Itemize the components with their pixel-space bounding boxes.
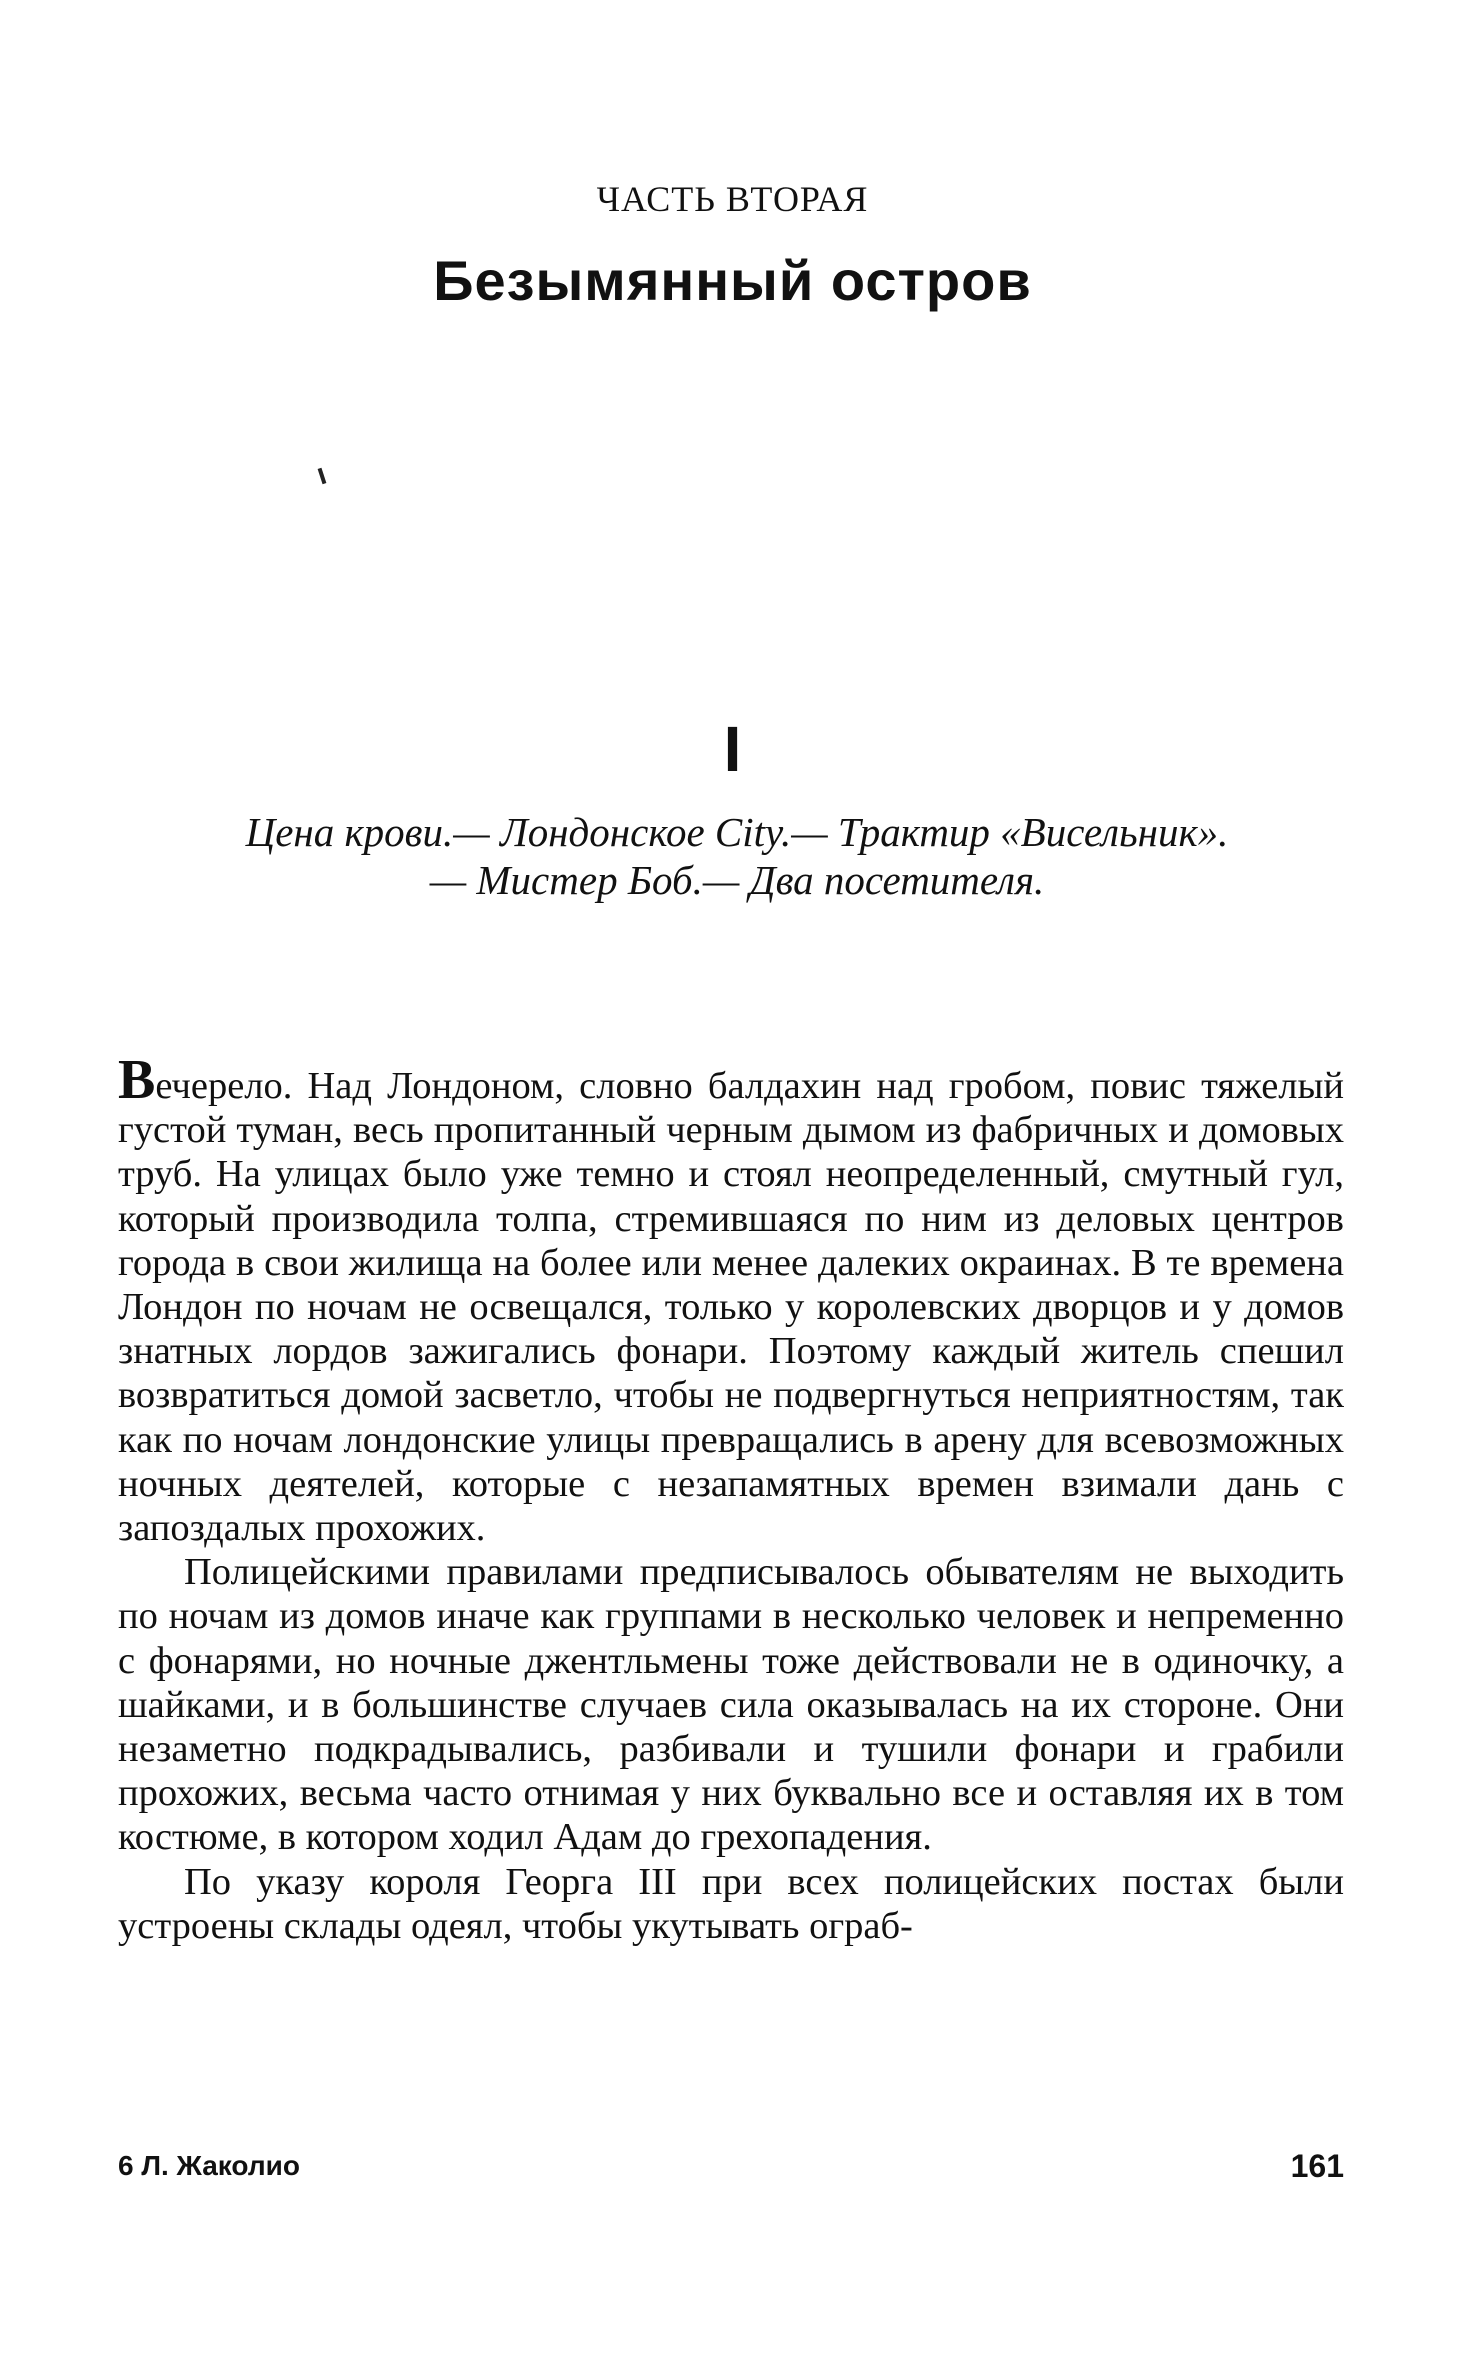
chapter-summary: Цена крови.— Лондонское City.— Трактир «Висельник».— Мистер Боб.— Два посетителя. bbox=[245, 809, 1229, 903]
stray-ink-mark bbox=[318, 468, 327, 484]
paragraph-2: Полицейскими правилами предписывалось обывателям не выходить по ночам из домов иначе как группами в несколько человек и непременно с фонарями, но ночные джентльмены тоже действовали не в одиночку, а шайками, и в большинстве случаев сила оказывалась на их стороне. Они незаметно подкрадывались, разбивали и тушили фонари и грабили прохожих, весьма часто отнимая у них буквально все и оставляя их в том костюме, в котором ходил Адам до грехопадения. bbox=[118, 1551, 1344, 1859]
paragraph-1 bbox=[118, 1049, 1344, 1550]
page-number: 161 bbox=[1290, 2148, 1344, 2184]
part-title: Безымянный остров bbox=[433, 249, 1032, 312]
drop-cap: В bbox=[118, 1049, 156, 1111]
chapter-number: I bbox=[723, 713, 742, 785]
printer-signature: 6 Л. Жаколио bbox=[118, 2150, 300, 2181]
paragraph-3: По указу короля Георга III при всех полицейских постах были устроены склады одеял, чтобы укутывать ограб- bbox=[118, 1860, 1344, 1947]
body-text bbox=[118, 1049, 1344, 1948]
page-footer bbox=[118, 2150, 1344, 2190]
paragraph-1-text: ечерело. Над Лондоном, словно балдахин над гробом, повис тяжелый густой туман, весь пропитанный черным дымом из фабричных и домовых труб. На улицах было уже темно и стоял неопределенный, смутный гул, который производила толпа, стремившаяся по ним из деловых центров города в свои жилища на более или менее далеких окраинах. В те времена Лондон по ночам не освещался, только у королевских дворцов и у домов знатных лордов зажигались фонари. Поэтому каждый житель спешил возвратиться домой засветло, чтобы не подвергнуться неприятностям, так как по ночам лондонские улицы превращались в арену для всевозможных ночных деятелей, которые с незапамятных времен взимали дань с запоздалых прохожих. bbox=[118, 1065, 1344, 1550]
part-label: ЧАСТЬ ВТОРАЯ bbox=[596, 179, 869, 219]
